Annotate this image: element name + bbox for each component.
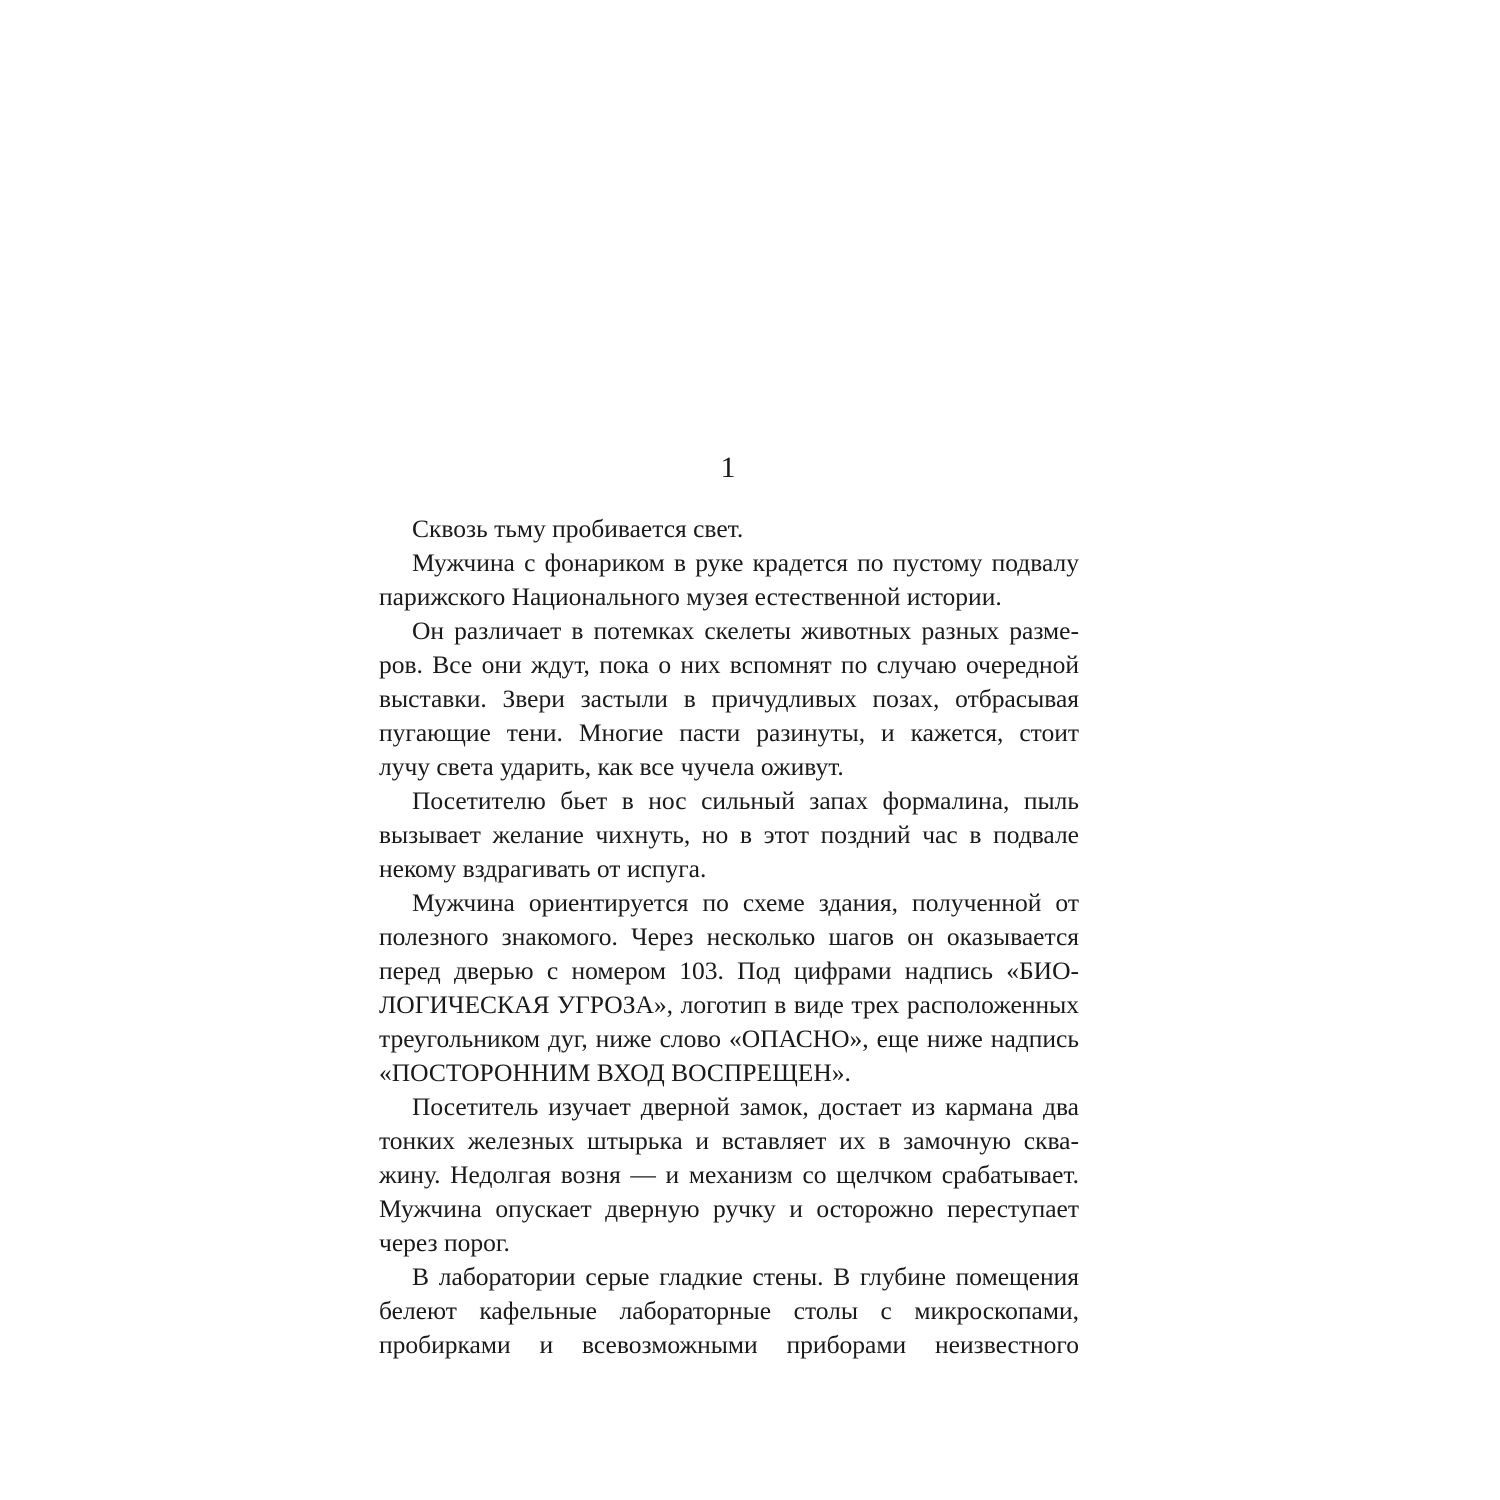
text-line: вызывает желание чихнуть, но в этот поздний час в подвале bbox=[379, 820, 1079, 849]
body-text bbox=[379, 512, 1079, 1362]
paragraph bbox=[379, 1260, 1079, 1362]
text-line: выставки. Звери застыли в причудливых позах, отбрасывая bbox=[379, 684, 1079, 713]
text-line: Мужчина с фонариком в руке крадется по пустому подвалу bbox=[412, 548, 1079, 577]
text-line: Он различает в потемках скелеты животных разных разме- bbox=[412, 616, 1079, 645]
text-line: ров. Все они ждут, пока о них вспомнят по случаю очередной bbox=[379, 650, 1079, 679]
paragraph bbox=[379, 614, 1079, 784]
text-line: «ПОСТОРОННИМ ВХОД ВОСПРЕЩЕН». bbox=[379, 1058, 851, 1087]
text-line: некому вздрагивать от испуга. bbox=[379, 854, 707, 883]
text-line: полезного знакомого. Через несколько шагов он оказывается bbox=[379, 922, 1079, 951]
paragraph bbox=[379, 784, 1079, 886]
paragraph bbox=[379, 546, 1079, 614]
text-line: через порог. bbox=[379, 1228, 510, 1257]
text-line: пробирками и всевозможными приборами неизвестного bbox=[379, 1330, 1079, 1359]
text-line: жину. Недолгая возня — и механизм со щелчком срабатывает. bbox=[379, 1160, 1079, 1189]
paragraph bbox=[379, 1090, 1079, 1260]
text-line: ЛОГИЧЕСКАЯ УГРОЗА», логотип в виде трех расположенных bbox=[379, 990, 1079, 1019]
text-line: парижского Национального музея естественной истории. bbox=[379, 582, 1002, 611]
paragraph bbox=[379, 886, 1079, 1090]
text-line: лучу света ударить, как все чучела оживут. bbox=[379, 752, 844, 781]
text-line: Посетителю бьет в нос сильный запах формалина, пыль bbox=[412, 786, 1079, 815]
text-line: Мужчина ориентируется по схеме здания, полученной от bbox=[412, 888, 1079, 917]
text-line: Мужчина опускает дверную ручку и осторожно переступает bbox=[379, 1194, 1079, 1223]
text-line: белеют кафельные лабораторные столы с микроскопами, bbox=[379, 1296, 1079, 1325]
chapter-number: 1 bbox=[720, 451, 736, 484]
text-line: Сквозь тьму пробивается свет. bbox=[412, 514, 744, 543]
text-line: перед дверью с номером 103. Под цифрами надпись «БИО- bbox=[379, 956, 1079, 985]
text-line: пугающие тени. Многие пасти разинуты, и кажется, стоит bbox=[379, 718, 1079, 747]
text-line: треугольником дуг, ниже слово «ОПАСНО», еще ниже надпись bbox=[379, 1024, 1079, 1053]
text-line: Посетитель изучает дверной замок, достает из кармана два bbox=[412, 1092, 1079, 1121]
text-line: В лаборатории серые гладкие стены. В глубине помещения bbox=[412, 1262, 1079, 1291]
paragraph bbox=[379, 512, 1079, 546]
text-line: тонких железных штырька и вставляет их в замочную сква- bbox=[379, 1126, 1079, 1155]
